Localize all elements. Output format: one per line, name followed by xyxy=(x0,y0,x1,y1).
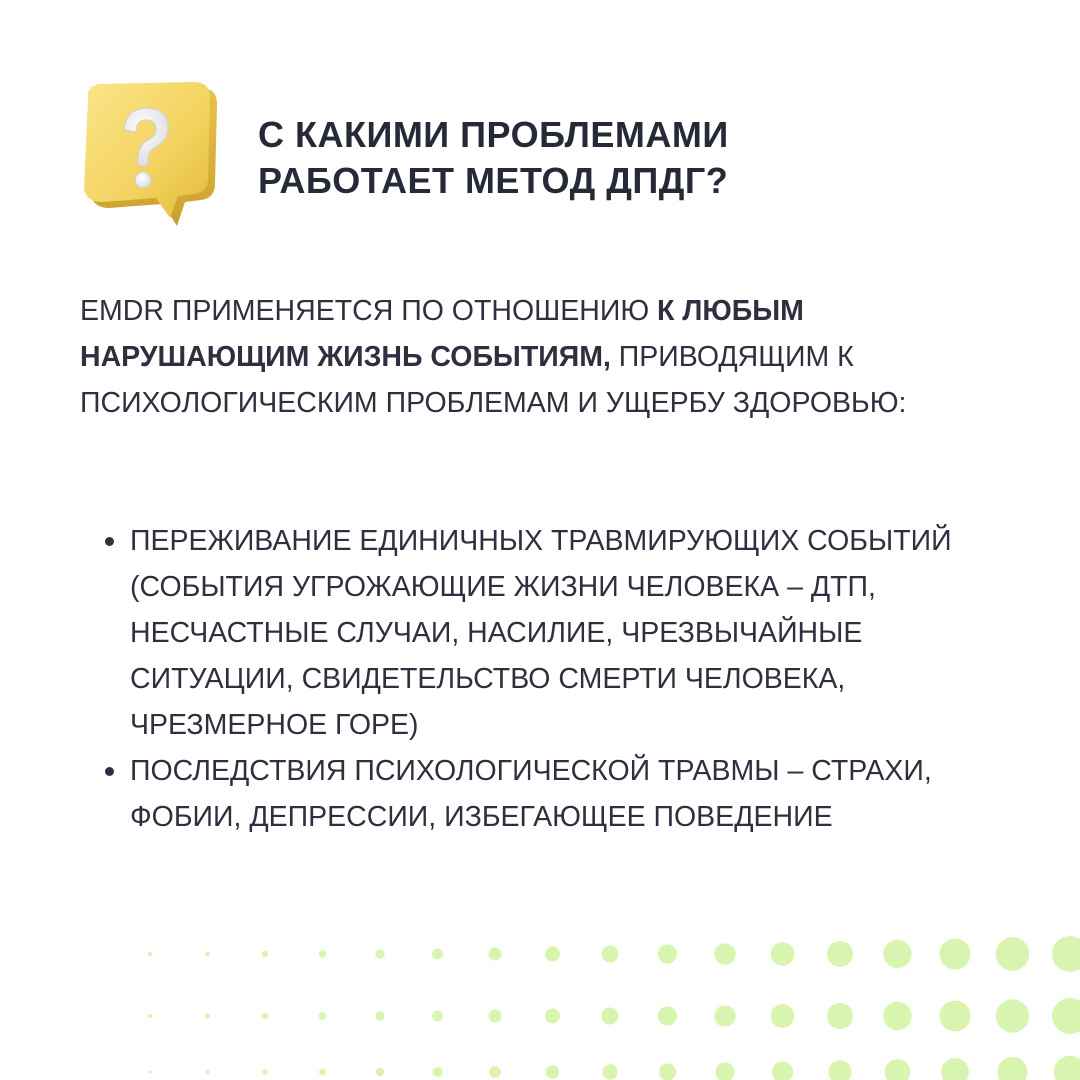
decorative-dot xyxy=(1052,998,1080,1034)
decorative-dot xyxy=(602,1064,617,1079)
decorative-dot xyxy=(375,1011,384,1020)
decorative-dot xyxy=(941,1058,969,1080)
decorative-dot xyxy=(883,1002,911,1030)
decorative-dot xyxy=(262,1013,268,1019)
decorative-dot xyxy=(205,952,210,957)
decorative-dot xyxy=(262,951,268,957)
bullet-list xyxy=(80,518,1020,840)
decorative-dot xyxy=(262,1069,268,1075)
decorative-dot xyxy=(996,999,1029,1032)
decorative-dot xyxy=(319,1012,327,1020)
decorative-dot xyxy=(489,1066,501,1078)
list-item xyxy=(80,518,1020,748)
decorative-dot xyxy=(148,1014,152,1018)
decorative-dot xyxy=(432,949,443,960)
decorative-dot xyxy=(827,941,853,967)
decorative-dot xyxy=(996,937,1029,970)
list-item xyxy=(80,748,1020,840)
bullet-dot-icon xyxy=(105,537,114,546)
decorative-dot xyxy=(771,942,795,966)
decorative-dot xyxy=(148,952,152,956)
decorative-dot xyxy=(1054,1056,1080,1080)
intro-paragraph xyxy=(80,288,1020,426)
decorative-dot xyxy=(940,939,971,970)
title-line-1: С КАКИМИ ПРОБЛЕМАМИ xyxy=(258,114,729,155)
decorative-dot xyxy=(998,1057,1028,1080)
decorative-dot xyxy=(828,1060,851,1080)
decorative-dot xyxy=(715,1062,734,1080)
decorative-dot xyxy=(940,1001,971,1032)
list-item-text: ПОСЛЕДСТВИЯ ПСИХОЛОГИЧЕСКОЙ ТРАВМЫ – СТРАХИ, ФОБИИ, ДЕПРЕССИИ, ИЗБЕГАЮЩЕЕ ПОВЕДЕНИЕ xyxy=(130,755,932,833)
decorative-dot xyxy=(375,949,384,958)
question-bubble-icon xyxy=(78,82,218,227)
decorative-dot xyxy=(545,947,560,962)
decorative-dot xyxy=(546,1065,559,1078)
intro-text-1: EMDR ПРИМЕНЯЕТСЯ ПО ОТНОШЕНИЮ xyxy=(80,295,658,327)
decorative-dot xyxy=(714,943,735,964)
intro-text-bold: К ЛЮБЫМ НАРУШАЮЩИМ ЖИЗНЬ СОБЫТИЯМ, xyxy=(80,295,804,373)
decorative-dot xyxy=(489,1010,502,1023)
decorative-dot xyxy=(602,946,619,963)
decorative-dot xyxy=(489,948,502,961)
decorative-dot xyxy=(659,1063,676,1080)
decorative-dot xyxy=(658,944,677,963)
decorative-dot xyxy=(205,1070,209,1074)
decorative-dot xyxy=(772,1061,793,1080)
intro-text-2: ПРИВОДЯЩИМ К ПСИХОЛОГИЧЕСКИМ ПРОБЛЕМАМ И УЩЕРБУ ЗДОРОВЬЮ: xyxy=(80,341,907,419)
decorative-dot xyxy=(1052,936,1080,972)
decorative-dot xyxy=(433,1067,443,1077)
decorative-dot xyxy=(827,1003,853,1029)
decorative-dot xyxy=(376,1068,384,1076)
decorative-dot xyxy=(883,940,911,968)
decorative-dot xyxy=(148,1070,152,1074)
decorative-dot xyxy=(885,1059,911,1080)
title-line-2: РАБОТАЕТ МЕТОД ДПДГ? xyxy=(258,160,729,201)
decorative-dot xyxy=(602,1008,619,1025)
decorative-dot xyxy=(319,950,327,958)
decorative-dot xyxy=(771,1004,795,1028)
decorative-dot-pattern xyxy=(0,920,1080,1080)
decorative-dot xyxy=(714,1005,735,1026)
decorative-dot xyxy=(432,1011,443,1022)
page-title xyxy=(258,112,978,204)
decorative-dot xyxy=(319,1069,326,1076)
bullet-dot-icon xyxy=(105,767,114,776)
list-item-text: ПЕРЕЖИВАНИЕ ЕДИНИЧНЫХ ТРАВМИРУЮЩИХ СОБЫТИЙ (СОБЫТИЯ УГРОЖАЮЩИЕ ЖИЗНИ ЧЕЛОВЕКА – ДТП, НЕСЧАСТНЫЕ СЛУЧАИ, НАСИЛИЕ, ЧРЕЗВЫЧАЙНЫЕ СИТУАЦИИ, СВИДЕТЕЛЬСТВО СМЕРТИ ЧЕЛОВЕКА, ЧРЕЗМЕРНОЕ ГОРЕ) xyxy=(130,525,952,741)
decorative-dot xyxy=(658,1006,677,1025)
decorative-dot xyxy=(205,1014,210,1019)
decorative-dot xyxy=(545,1009,560,1024)
